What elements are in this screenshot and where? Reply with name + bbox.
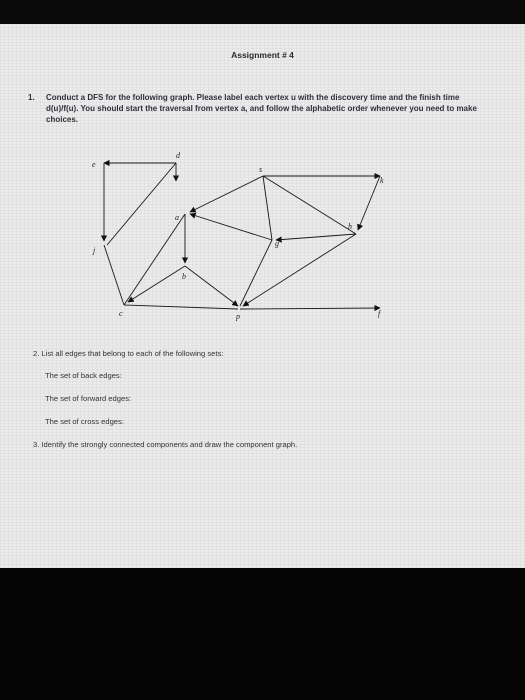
vertex-label-c: c (119, 309, 123, 318)
edge-h-g (276, 234, 356, 240)
vertex-label-s: s (259, 165, 263, 174)
back-edges-label: The set of back edges: (45, 371, 122, 380)
edge-b-p (185, 266, 238, 306)
vertex-label-a: a (175, 213, 179, 222)
question-1-number: 1. (28, 93, 35, 102)
vertex-label-b: b (182, 272, 186, 281)
vertex-label-k: k (380, 176, 384, 185)
vertex-label-g: g (275, 239, 279, 248)
edge-h-p (243, 234, 356, 306)
question-1-text: Conduct a DFS for the following graph. Please label each vertex u with the discovery time and the finish time d(u)/f(u). You should start the traversal from vertex a, and follow the alphabetic order whenever you need to make choices. (46, 93, 477, 124)
forward-edges-label: The set of forward edges: (45, 394, 132, 403)
vertex-label-h: h (348, 222, 352, 231)
vertex-label-p: p (236, 312, 240, 321)
edge-k-h (358, 176, 380, 230)
edge-s-h (263, 176, 356, 234)
vertex-label-f: f (378, 309, 381, 318)
edge-g-p (240, 240, 272, 306)
cross-edges-label: The set of cross edges: (45, 417, 124, 426)
edge-c-p (124, 305, 238, 309)
edge-b-c (128, 266, 185, 302)
question-2: 2. List all edges that belong to each of the following sets: (33, 349, 224, 358)
edge-c-a (124, 214, 185, 305)
edge-g-a (190, 214, 272, 240)
vertex-label-j: j (93, 246, 96, 255)
edge-d-j (107, 163, 176, 245)
edge-s-g (263, 176, 272, 240)
vertex-label-d: d (176, 151, 180, 160)
vertex-label-e: e (92, 160, 96, 169)
edge-s-a (190, 176, 263, 212)
edge-p-f (240, 308, 380, 309)
page-title: Assignment # 4 (231, 50, 294, 60)
question-3: 3. Identify the strongly connected components and draw the component graph. (33, 440, 298, 449)
edge-j-c (104, 245, 124, 305)
